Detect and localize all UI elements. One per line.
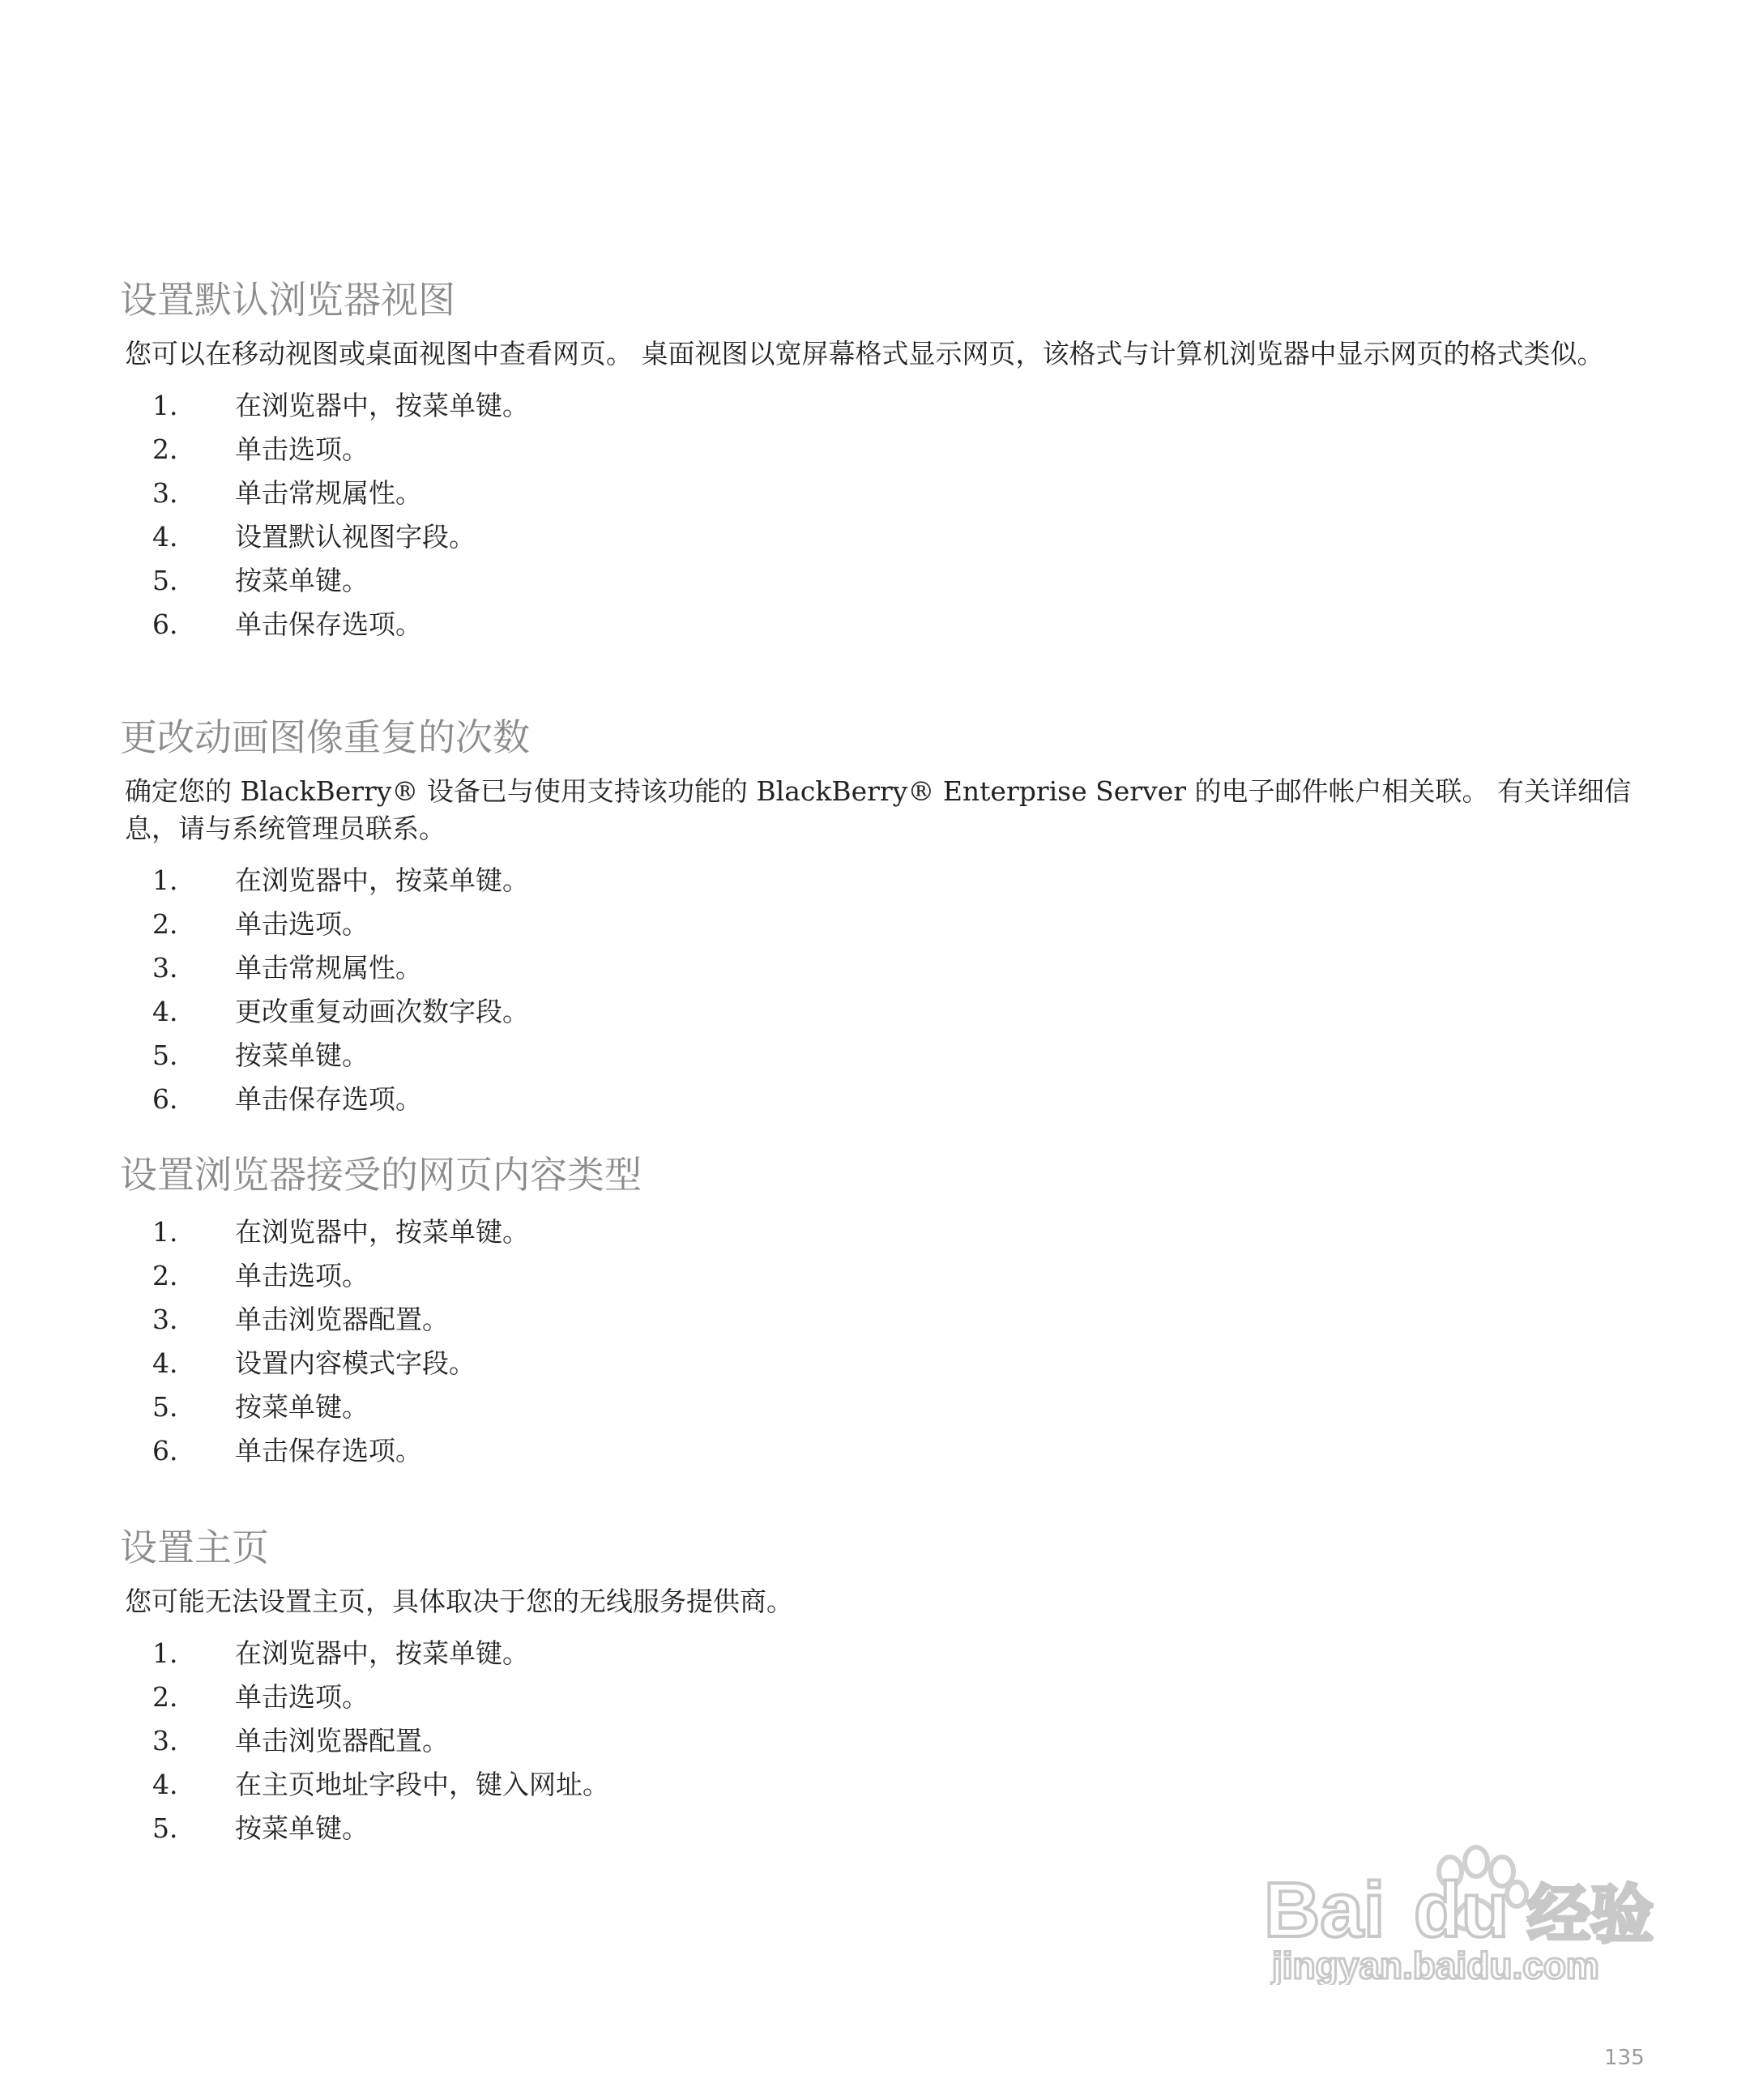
list-item [120,1763,1643,1807]
svg-text:经验: 经验 [1527,1879,1654,1950]
step-number: 3. [152,1304,178,1335]
step-text: 更改重复动画次数字段。 [235,996,529,1027]
list-item [120,559,1643,603]
svg-text:du: du [1414,1867,1509,1953]
step-text: 设置内容模式字段。 [235,1347,476,1379]
list-item [120,515,1643,559]
section-home-page [120,1523,1643,1850]
list-item [120,1429,1643,1473]
section-intro: 确定您的 BlackBerry® 设备已与使用支持该功能的 BlackBerry® Enterprise Server 的电子邮件帐户相关联。 有关详细信息，请与系统管理员联系。 [125,775,1631,844]
list-item [120,1719,1643,1763]
svg-text:Bai: Bai [1264,1867,1385,1953]
section-intro: 您可能无法设置主页，具体取决于您的无线服务提供商。 [125,1586,793,1617]
step-number: 1. [152,864,178,896]
step-number: 5. [152,1812,178,1844]
page-number: 135 [1604,2046,1645,2070]
section-animation-repeat [120,713,1643,1121]
list-item [120,603,1643,647]
list-item [120,1254,1643,1298]
step-number: 4. [152,1347,178,1379]
step-number: 3. [152,952,178,984]
list-item [120,428,1643,472]
step-text: 在主页地址字段中，键入网址。 [235,1769,609,1800]
step-text: 按菜单键。 [235,1812,369,1844]
step-number: 5. [152,1391,178,1423]
step-number: 6. [152,1083,178,1115]
step-text: 单击常规属性。 [235,952,422,984]
list-item [120,1210,1643,1254]
step-text: 在浏览器中，按菜单键。 [235,1216,529,1248]
step-text: 按菜单键。 [235,1391,369,1423]
step-text: 单击保存选项。 [235,608,422,640]
baidu-watermark [1248,1839,1669,1985]
step-number: 3. [152,1725,178,1756]
step-text: 单击浏览器配置。 [235,1725,449,1756]
step-text: 单击选项。 [235,433,369,465]
step-number: 3. [152,477,178,509]
list-item [120,1078,1643,1121]
list-item [120,859,1643,903]
section-title: 更改动画图像重复的次数 [120,715,530,759]
step-text: 单击保存选项。 [235,1435,422,1466]
steps-list [120,1632,1643,1850]
step-text: 单击保存选项。 [235,1083,422,1115]
step-text: 在浏览器中，按菜单键。 [235,1637,529,1669]
step-number: 2. [152,1681,178,1713]
list-item [120,946,1643,990]
step-text: 单击选项。 [235,908,369,940]
section-title: 设置浏览器接受的网页内容类型 [120,1153,642,1197]
steps-list [120,1210,1643,1473]
step-number: 2. [152,908,178,940]
section-default-view [120,275,1643,647]
list-item [120,1385,1643,1429]
step-text: 在浏览器中，按菜单键。 [235,864,529,896]
svg-text:jingyan.baidu.com: jingyan.baidu.com [1272,1944,1599,1985]
list-item [120,903,1643,946]
step-text: 在浏览器中，按菜单键。 [235,390,529,421]
section-intro: 您可以在移动视图或桌面视图中查看网页。 桌面视图以宽屏幕格式显示网页，该格式与计算机浏览器中显示网页的格式类似。 [125,338,1604,369]
list-item [120,384,1643,428]
baidu-paw-logo-icon [1248,1839,1669,1985]
step-text: 单击浏览器配置。 [235,1304,449,1335]
step-number: 1. [152,1637,178,1669]
step-number: 6. [152,1435,178,1466]
step-number: 4. [152,521,178,553]
steps-list [120,859,1643,1121]
step-text: 单击常规属性。 [235,477,422,509]
step-number: 1. [152,390,178,421]
list-item [120,1632,1643,1675]
step-number: 2. [152,1260,178,1291]
list-item [120,1034,1643,1078]
step-text: 单击选项。 [235,1681,369,1713]
list-item [120,990,1643,1034]
step-number: 4. [152,1769,178,1800]
step-number: 5. [152,565,178,596]
step-text: 按菜单键。 [235,1039,369,1071]
section-title: 设置主页 [120,1526,269,1569]
section-title: 设置默认浏览器视图 [120,278,455,322]
steps-list [120,384,1643,647]
list-item [120,1342,1643,1385]
section-content-type [120,1150,1643,1473]
step-number: 4. [152,996,178,1027]
step-text: 按菜单键。 [235,565,369,596]
list-item [120,472,1643,515]
step-number: 1. [152,1216,178,1248]
list-item [120,1298,1643,1342]
step-number: 5. [152,1039,178,1071]
list-item [120,1675,1643,1719]
step-text: 单击选项。 [235,1260,369,1291]
step-text: 设置默认视图字段。 [235,521,476,553]
step-number: 6. [152,608,178,640]
step-number: 2. [152,433,178,465]
